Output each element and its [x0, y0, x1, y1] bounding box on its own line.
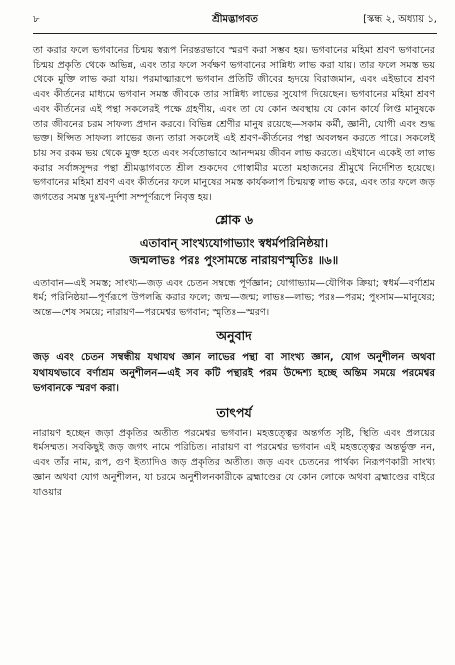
- page-body: [33, 44, 435, 500]
- page-number: ৮: [33, 14, 40, 25]
- translation-heading: অনুবাদ: [216, 328, 252, 344]
- verse-line-2: জন্মলাভঃ পরঃ পুংসামন্তে নারায়ণস্মৃতিঃ ॥৬॥: [129, 252, 339, 267]
- shloka-heading: শ্লোক ৬: [214, 211, 254, 227]
- verse-block: [33, 235, 435, 269]
- header-rule: [33, 33, 437, 34]
- purport-text: নারায়ণ হচ্ছেন জড়া প্রকৃতির অতীত পরমেশ্বর ভগবান। মহত্তত্ত্বের অন্তর্গত সৃষ্টি, স্থিতি এবং প্রলয়ের ধর্মসম্মত। সবকিছুই জড় জগৎ নামে পরিচিত। নারায়ণ বা পরমেশ্বর ভগবান এই মহত্তত্ত্বের অন্তর্ভুক্ত নন, এবং তাঁর নাম, রূপ, গুণ ইত্যাদিও জড় প্রকৃতির অতীত। জড় এবং চেতনের পার্থক্য নিরূপণকারী সাংখ্য জ্ঞান অথবা যোগ অনুশীলন, যা চরমে অনুশীলনকারীকে ব্রহ্মাণ্ডের যে কোন লোকে অথবা ব্রহ্মাণ্ডের বাইরে যাওয়ার: [33, 427, 435, 498]
- purport-heading: তাৎপর্য: [216, 404, 252, 420]
- translation-text: জড় এবং চেতন সম্বন্ধীয় যথাযথ জ্ঞান লাভের পন্থা বা সাংখ্য জ্ঞান, যোগ অনুশীলন অথবা যথাযথভাবে বর্ণাশ্রম অনুশীলন—এই সব কটি পন্থারই পরম উদ্দেশ্য হচ্ছে অন্তিম সময়ে পরমেশ্বর ভগবানকে স্মরণ করা।: [33, 352, 435, 395]
- synonyms-paragraph: এতাবান—এই সমস্ত; সাংখ্য—জড় এবং চেতন সম্বন্ধে পূর্ণজ্ঞান; যোগাভ্যাম—যৌগিক ক্রিয়া; স্বধর্ম—বর্ণাশ্রম ধর্ম; পরিনিষ্ঠয়া—পূর্ণরূপে উপলব্ধি করার ফলে; জন্ম—জন্ম; লাভঃ—লাভ; পরঃ—পরম; পুংসাম—মানুষের; অন্তে—শেষ সময়ে; নারায়ণ—পরমেশ্বর ভগবান; স্মৃতিঃ—স্মরণ।: [33, 277, 435, 318]
- verse-line-1: এতাবান্ সাংখ্যযোগাভ্যাং স্বধর্মপরিনিষ্ঠয়া।: [139, 235, 329, 250]
- page-header: [33, 8, 437, 34]
- intro-paragraph: তা করার ফলে ভগবানের চিন্ময় স্বরূপ নিরন্তরভাবে স্মরণ করা সম্ভব হয়। ভগবানের মহিমা শ্রবণ ভগবানের চিন্ময় প্রকৃতি থেকে অভিন্ন, এবং তার ফলে সর্বক্ষণ ভগবানের সান্নিধ্য লাভ করা যায়। তার ফলে সমস্ত ভয় থেকে মুক্তি লাভ করা যায়। পরমাত্মারূপে ভগবান প্রতিটি জীবের হৃদয়ে বিরাজমান, এবং এইভাবে শ্রবণ এবং কীর্তনের মাধ্যমে ভগবান সমস্ত জীবকে তার সান্নিধ্য লাভের সুযোগ দিয়েছেন। ভগবানের মহিমা শ্রবণ এবং কীর্তনের এই পন্থা সকলেরই পক্ষে গ্রহণীয়, এবং তা যে কোন অবস্থায় যে কোন কার্যে লিপ্ত মানুষকে তার জীবনের চরম সাফল্য প্রদান করবে। বিভিন্ন শ্রেণীর মানুষ রয়েছে—সকাম কর্মী, জ্ঞানী, যোগী এবং শুদ্ধ ভক্ত। ঈপ্সিত সাফল্য লাভের জন্য তারা সকলেই এই শ্রবণ-কীর্তনের পন্থা অবলম্বন করতে পারে। সকলেই চায় সব রকম ভয় থেকে মুক্ত হতে এবং সর্বতোভাবে আনন্দময় জীবন লাভ করতে। এইখানে একেই তা লাভ করার সর্বাঙ্গসুন্দর পন্থা শ্রীমদ্ভাগবতে শ্রীল শুকদেব গোস্বামীর মতো মহাজনের শ্রীমুখে নির্দেশিত হয়েছে। ভগবানের মহিমা শ্রবণ এবং কীর্তনের ফলে মানুষের সমস্ত কার্যকলাপ চিন্ময়ত্ব লাভ করে, এবং তার ফলে জড় জগতের সমস্ত দুঃখ-দুর্দশা সম্পূর্ণরূপে নিবৃত্ত হয়।: [33, 45, 435, 204]
- book-title: শ্রীমদ্ভাগবত: [212, 14, 258, 25]
- chapter-reference: [স্কন্ধ ২, অধ্যায় ১,: [363, 14, 437, 25]
